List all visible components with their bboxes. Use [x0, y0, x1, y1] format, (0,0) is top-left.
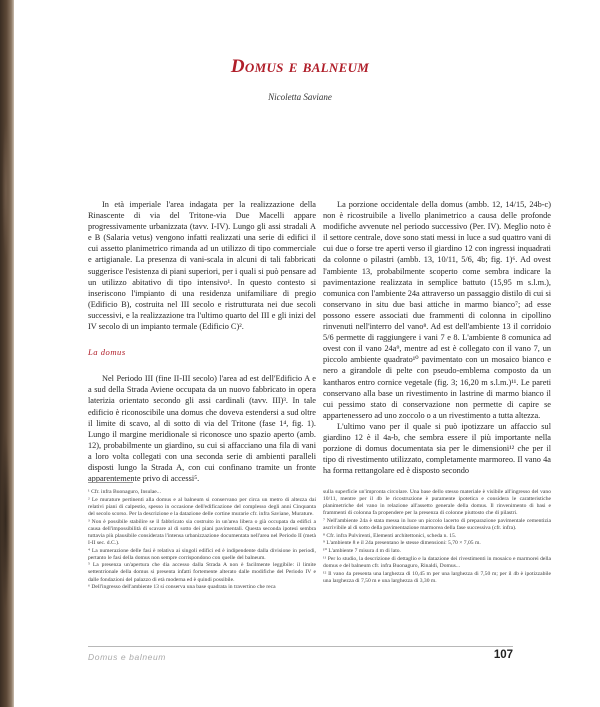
footer-rule	[88, 646, 513, 647]
footnotes-left	[88, 489, 316, 592]
footnote: ⁹ L'ambiente 8 e il 24a presentano le stesse dimensioni: 5,70 × 7,05 m.	[323, 540, 481, 547]
footnote: ¹ Cfr. infra Buonaguro, Insulae...	[88, 489, 161, 495]
photo-edge-strip	[0, 0, 14, 707]
author-name: Nicoletta Saviane	[268, 92, 332, 102]
section-heading-text: La domus	[88, 347, 126, 358]
footnote: ¹² Il vano 4a presenta una larghezza di 10,45 m per una larghezza di 7,50 m; per il 4b è ipotizzabile una larghezza di 7,50 m e una larghezza di 3,30 m.	[323, 570, 551, 584]
section-heading	[88, 347, 316, 358]
page-number: 107	[493, 649, 513, 661]
body-column-right	[323, 199, 551, 476]
footnote: sulla superficie un'impronta circolare. Una base dello stesso materiale è visibile all'ingresso del vano 10/11, mentre per il 4b le ricostruzione è puramente ipotetica e considera le caratteristiche planimetriche del vano in relazione all'assetto generale della domus. Il rinvenimento di basi e frammenti di colonna fa propendere per la presenza di colonne piuttosto che di pilastri.	[323, 489, 551, 517]
footnote: ¹¹ Per lo studio, la descrizione di dettaglio e la datazione dei rivestimenti in mosaico e marmorei della domus e del balneum cfr. infra Buonaguro, Rinaldi, Domus...	[323, 555, 551, 569]
body-column-left	[88, 199, 316, 484]
footnote: ⁶ Dell'ingresso dell'ambiente 13 si conserva una base quadrata in travertino che reca	[88, 584, 276, 591]
footnote: ⁵ La presenza un'apertura che dia accesso dalla Strada A non è facilmente leggibile: il limite settentrionale della domus si presenta infatti fortemente alterato dalle modifiche del Periodo IV e dalle fondazioni del palazzo di età moderna ed è quindi possibile.	[88, 562, 316, 583]
footnote-rule	[88, 482, 133, 483]
chapter-title-text: Domus e balneum	[230, 56, 370, 77]
paragraph-western-sector: La porzione occidentale della domus (ambb. 12, 14/15, 24b-c) non è ricostruibile a livello planimetrico a causa delle profonde modifiche avvenute nel periodo successivo (Per. IV). Meglio noto è il settore centrale, dove sono stati messi in luce a sud quattro vani di cui due o forse tre aperti verso il giardino 12 con ingressi inquadrati da colonne o pilastri (ambb. 13, 10/11, 5/6, 4b; fig. 1)⁶. Ad ovest l'ambiente 13, probabilmente scoperto come sembra indicare la pavimentazione realizzata in semplice battuto (15,95 m s.l.m.), comunica con l'ambiente 24a attraverso un passaggio distilo di cui si conservano in situ due basi attiche in marmo bianco⁷; ad esse possono essere associati due frammenti di colonna in cipollino rinvenuti nell'interro del vano⁸. Ad est dell'ambiente 13 il corridoio 5/6 permette di raggiungere i vani 7 e 8. L'ambiente 8 comunica ad ovest con il vano 24a⁹, mentre ad est è collegato con il vano 7, un piccolo ambiente quadrato¹⁰ pavimentato con un mosaico bianco e nero a girandole di pelte con pseudo-emblema composto da un kantharos entro cornice vegetale (fig. 3; 16,20 m s.l.m.)¹¹. Le pareti conservano alla base un rivestimento in lastrine di marmo bianco il cui pessimo stato di conservazione non permette di capire se appartenessero ad uno zoccolo o a un rivestimento a tutta altezza.	[323, 200, 551, 420]
footnote: ⁷ Nell'ambiente 24a è stata messa in luce un piccolo lacerto di preparazione pavimentale cementizia ascrivibile al di sotto della pavimentazione marmorea della fase successiva (cfr. infra).	[323, 517, 551, 532]
footnote: ² Le murature pertinenti alla domus e al balneum si conservano per circa un metro di altezza dai relativi piani di calpestio, spesso in occasione dell'edificazione del complesso degli anni Cinquanta del secolo scorso. Per la descrizione e la datazione delle cortine murarie cfr. infra Saviane, Murature.	[88, 496, 316, 517]
footnotes-right	[323, 489, 551, 585]
paragraph-room-4: L'ultimo vano per il quale si può ipotizzare un affaccio sul giardino 12 è il 4a-b, che sembra essere il più importante nella porzione di domus documentata sia per le dimensioni¹² che per il tipo di rivestimento utilizzato, completamente marmoreo. Il vano 4a ha forma rettangolare ed è disposto secondo	[323, 421, 551, 476]
footnote: ⁸ Cfr. infra Pulvirenti, Elementi architettonici, scheda n. 15.	[323, 532, 457, 539]
chapter-title	[0, 56, 600, 78]
paragraph-domus: Nel Periodo III (fine II-III secolo) l'area ad est dell'Edificio A e a sud della Strada Aviene occupata da un nuovo fabbricato in opera laterizia orientato secondo gli assi cardinali (tavv. III)³. In tale edificio è riconoscibile una domus che doveva estendersi a sud oltre il limite di scavo, al di sotto di via del Tritone (fase 1⁴, fig. 1). Lungo il margine meridionale si riconosce uno spazio aperto (amb. 12), probabilmente un giardino, su cui si affacciano una fila di vani a loro volta collegati con una seconda serie di ambienti paralleli disposti lungo la Strada A, con cui confinano tramite un fronte apparentemente privo di accessi⁵.	[88, 374, 316, 484]
footnote: ³ Non è possibile stabilire se il fabbricato sia costruito in un'area libera o già occupata da edifici a causa dell'impossibilità di scavare al di sotto dei piani pavimentali. Questa seconda ipotesi sembra tuttavia più plausibile considerata l'intensa urbanizzazione documentata nell'area nel Periodo II (metà I-II sec. d.C.).	[88, 518, 316, 546]
footnote: ¹⁰ L'ambiente 7 misura 4 m di lato.	[323, 548, 401, 555]
running-head: Domus e balneum	[88, 652, 166, 662]
paragraph-intro: In età imperiale l'area indagata per la realizzazione della Rinascente di via del Tritone-via Due Macelli appare progressivamente urbanizzata (tavv. I-IV). Lungo gli assi stradali A e B (Salaria vetus) vengono infatti realizzati una serie di edifici il cui assetto planimetrico rimanda ad un utilizzo di tipo commerciale e artigianale. La presenza di vani-scala in alcuni di tali fabbricati suggerisce l'esistenza di piani superiori, per i quali si può pensare ad un utilizzo abitativo di tipo intensivo¹. In questo contesto si inseriscono l'impianto di una residenza unifamiliare di pregio (Edificio B), costruita nel III secolo e ristrutturata nei due secoli successivi, e la realizzazione tra l'ultimo quarto del III e gli inizi del IV secolo di un impianto termale (Edificio C)².	[88, 200, 316, 332]
footnote: ⁴ La numerazione delle fasi è relativa ai singoli edifici ed è indipendente dalla divisione in periodi, pertanto le fasi della domus non sempre corrispondono con quelle del balneum.	[88, 547, 316, 561]
